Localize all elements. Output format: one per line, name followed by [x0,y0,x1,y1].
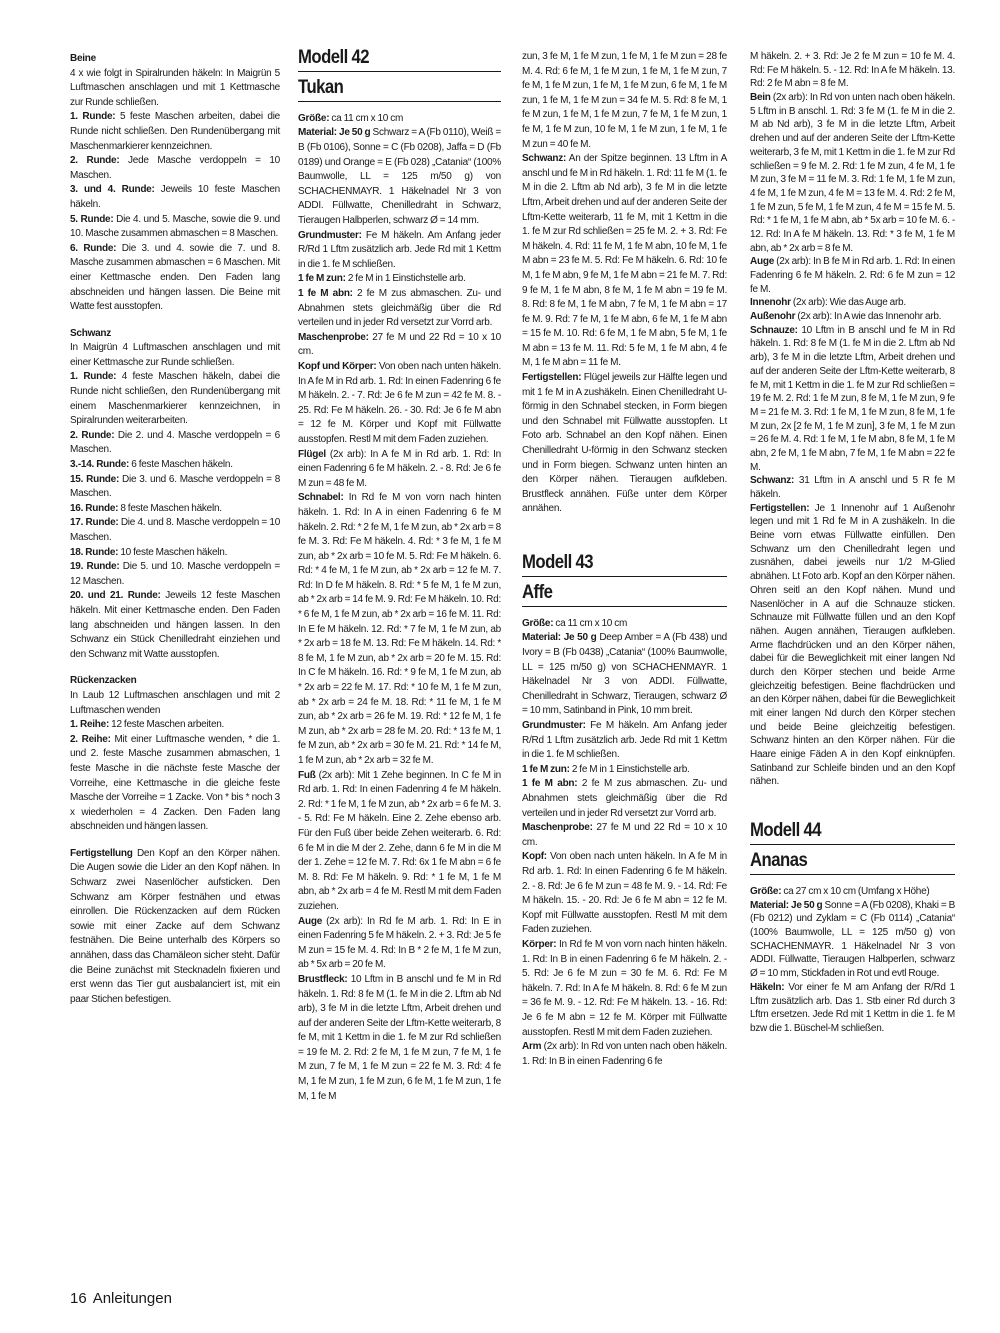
paragraph [298,126,501,228]
column-1 [70,52,280,1019]
paragraph [750,324,955,475]
page-number: 16 [70,1290,87,1307]
paragraph-text: 2 fe M zus abmaschen. Zu- und Abnahmen stets gleichmäßig über die Rd verteilen und in jeder Rd versetzt zur Vorrd arb. [522,778,727,819]
paragraph-text: Schwarz = A (Fb 0110), Weiß = B (Fb 0106), Sonne = C (Fb 0208), Jaffa = D (Fb 0189) und Orange = E (Fb 028) „Catania“ (100% Baumwolle, LL = 125 m/50 g) von SCHACHENMAYR. 1 Häkelnadel Nr 3 von ADDI. Füllwatte, Chenilledraht in Schwarz, Tieraugen Halbperlen, schwarz Ø = 14 mm. [298,127,501,227]
model-name: Tukan [298,76,344,98]
label: Außenohr [750,311,796,323]
label: Fertigstellen: [522,372,582,384]
label: Material: Je 50 g [750,899,823,911]
label: Schwanz: [750,475,795,487]
paragraph [70,183,280,212]
label: Auge [298,915,322,927]
model-number: Modell 42 [298,47,370,68]
round-label: 17. Runde: [70,517,119,529]
paragraph [70,718,280,733]
paragraph [750,885,955,899]
paragraph-text: ca 11 cm x 10 cm [329,112,404,124]
paragraph [522,938,727,1040]
paragraph-text: 5 feste Maschen arbeiten, dabei die Runde nicht schließen. Den Rundenübergang mit Maschenmarkierer kennzeichnen. [70,111,280,152]
paragraph-text: ca 11 cm x 10 cm [553,617,628,629]
paragraph-text: (2x arb): In A wie das Innenohr arb. [795,311,942,323]
paragraph [70,52,280,110]
paragraph-text: Flügel jeweils zur Hälfte legen und mit 1 fe M in A zushäkeln. Einen Chenilledraht U-förmig in den Schnabel stecken, in Form biegen und den Schnabel mit Füllwatte ausstopfen. Lt Foto arb. Schnabel an den Kopf nähen. Einen Chenilledraht U-förmig in den Schwanz stecken und in Form biegen. Schwanz unten hinten an den Körper nähen. Tieraugen aufkleben. Brustfleck annähen. Füße unter dem Körper annähen. [522,372,727,515]
paragraph-text: (2x arb): In Rd fe M arb. 1. Rd: In E in einen Fadenring 5 fe M häkeln. 2. + 3. Rd: Je 5 fe M zun = 15 fe M. 4. Rd: In B * 2 fe M, 1 fe M zun, ab * 5x arb = 20 fe M. [298,915,501,971]
paragraph [522,617,727,632]
paragraph-text: Die 2. und 4. Masche verdoppeln = 6 Maschen. [70,429,280,456]
round-label: 1. Runde: [70,371,117,383]
label: Maschenprobe: [522,822,593,834]
paragraph-text: 6 feste Maschen häkeln. [129,459,233,471]
paragraph-text: 27 fe M und 22 Rd = 10 x 10 cm. [298,331,501,358]
paragraph [298,112,501,127]
section-name: Anleitungen [92,1290,172,1307]
column-2 [298,46,501,1104]
paragraph [522,821,727,850]
paragraph-text: 8 feste Maschen häkeln. [118,502,222,514]
paragraph [750,50,955,91]
paragraph [522,763,727,778]
section-label: Rückenzacken [70,675,137,687]
paragraph [522,850,727,938]
paragraph-text: 10 Lftm in B anschl und fe M in Rd häkeln. 1. Rd: 8 fe M (1. fe M in die 2. Lftm ab Nd arb), 3 fe M in die letzte Lftm, Arbeit drehen und auf der anderen Seite der Lftm-Kette weiterarb, 8 fe M, mit 1 Kettm in die 1. fe M zur Rd schließen = 19 fe M. 2. Rd: 1 fe M zun, 8 fe M, 1 fe M zun, 9 fe M = 21 fe M. 3. Rd: 1 fe M, 1 fe M zun, 8 fe M, 1 fe M zun, 2x [2 fe M, 1 fe M zun], 3 fe M, 1 fe M zun = 26 fe M. 4. Rd: 1 fe M, 1 fe M abn, 8 fe M, 1 fe M abn, 2 fe M, 1 fe M abn, 7 fe M, 1 fe M abn = 22 fe M. [750,324,955,473]
model-heading-42 [298,46,501,102]
paragraph-text: 10 Lftm in B anschl und fe M in Rd häkeln. 1. Rd: 8 fe M (1. fe M in die 2. Lftm ab Nd arb), 3 fe M in die letzte Lftm, Arbeit drehen und auf der anderen Seite der Lftm-Kette weiterarb, 8 fe M, mit 1 Kettm in die 1. fe M zur Rd schließen = 19 fe M. 2. Rd: 2 fe M, 1 fe M zun, 7 fe M, 1 fe M zun, 7 fe M, 1 fe M zun = 22 fe M. 3. Rd: 4 fe M, 1 fe M zun, 1 fe M zun, 6 fe M, 1 fe M zun, 1 fe M, 1 fe M [298,973,501,1102]
paragraph-text: Jede Masche verdoppeln = 10 Maschen. [70,155,280,181]
paragraph-text: In Rd fe M von vorn nach hinten häkeln. 1. Rd: In A in einen Fadenring 6 fe M häkeln. 2. Rd: * 2 fe M, 1 fe M zun, ab * 2x arb = 8 fe M. 3. Rd: Fe M häkeln. 4. Rd: * 3 fe M, 1 fe M zun, ab * 2x arb = 10 fe M. 5. Rd: Fe M häkeln. 6. Rd: * 4 fe M, 1 fe M zun, ab * 2x arb = 12 fe M. 7. Rd: In D fe M häkeln. 8. Rd: * 5 fe M, 1 fe M zun, ab * 2x arb = 14 fe M. 9. Rd: Fe M häkeln. 10. Rd: * 6 fe M, 1 fe M zun, ab * 2x arb = 16 fe M. 11. Rd: In E fe M häkeln. 12. Rd: * 7 fe M, 1 fe M zun, ab * 2x arb = 18 fe M. 13. Rd: Fe M häkeln. 14. Rd: * 8 fe M, 1 fe M zun, ab * 2x arb = 20 fe M. 15. Rd: In C fe M häkeln. 16. Rd: * 9 fe M, 1 fe M zun, ab * 2x arb = 22 fe M. 17. Rd: * 10 fe M, 1 fe M zun, ab * 2x arb = 24 fe M. 18. Rd: * 11 fe M, 1 fe M zun, ab * 2x arb = 26 fe M. 19. Rd: * 12 fe M, 1 fe M zun, ab * 2x arb = 28 fe M. 20. Rd: * 13 fe M, 1 fe M zun, ab * 2x arb = 30 fe M. 21. Rd: * 14 fe M, 1 fe M zun, ab * 2x arb = 32 fe M. [298,492,501,766]
column-4 [750,50,955,1036]
paragraph [298,769,501,915]
label: Kopf: [522,851,547,863]
paragraph-text: Die 3. und 6. Masche verdoppeln = 8 Maschen. [70,473,281,500]
paragraph [522,719,727,763]
paragraph [750,310,955,324]
label: Kopf und Körper: [298,360,377,372]
label: 1 fe M abn: [522,778,578,790]
section-label: Beine [70,53,96,64]
paragraph-text: (2x arb): Wie das Auge arb. [790,297,906,309]
label: Material: Je 50 g [298,127,371,139]
paragraph-text: Sonne = A (Fb 0208), Khaki = B (Fb 0212) und Zyklam = C (Fb 0114) „Catania“ (100% Baumwolle, LL = 125 m/50 g) von SCHACHENMAYR. 1 Häkelnadel Nr 3 von ADDI. Füllwatte, Tieraugen Halbperlen, schwarz Ø = 10 mm, Stickfaden in Rot und evtl Rouge. [750,899,955,980]
paragraph-text: Jeweils 10 feste Maschen häkeln. [70,184,280,210]
paragraph-text: Die 5. und 10. Masche verdoppeln = 12 Maschen. [70,561,280,587]
paragraph [70,458,280,473]
paragraph [70,242,280,315]
paragraph-text: Jeweils 12 feste Maschen häkeln. Mit einer Kettmasche enden. Den Faden lang abschneiden und hängen lassen. In den Schwanz ein Stück Chenilledraht einziehen und den Schwanz mit Watte ausstopfen. [70,590,281,660]
paragraph-text: In Rd fe M von vorn nach hinten häkeln. 1. Rd: In B in einen Fadenring 6 fe M häkeln. 2. - 5. Rd: Je 6 fe M zun = 30 fe M. 6. Rd: Fe M häkeln. 7. Rd: In A fe M häkeln. 8. Rd: 6 fe M zun = 36 fe M. 9. - 12. Rd: Fe M häkeln. 13. - 16. Rd: Je 6 fe M abn = 12 fe M. Körper mit Füllwatte ausstopfen. Restl M mit dem Faden zuziehen. [522,938,727,1038]
round-label: 15. Runde: [70,473,120,485]
label: Schnauze: [750,324,798,336]
paragraph-text: 12 feste Maschen arbeiten. [109,719,225,731]
paragraph-text: (2x arb): In Rd von unten nach oben häkeln. 5 Lftm in B anschl. 1. Rd: 3 fe M (1. fe M in die 2. M ab Nd arb), 3 fe M in die letzte Lftm, Arbeit drehen und auf der anderen Seite der Lftm-Kette weiterarb, 3 fe M, mit 1 Kettm in die 1. fe M zur Rd schließen = 9 fe M. 2. Rd: 1 fe M zun, 4 fe M, 1 fe M zun, 3 fe M = 11 fe M. 3. Rd: 1 fe M, 1 fe M zun, 4 fe M, 1 fe M zun, 4 fe M = 13 fe M. 4. Rd: 2 fe M, 1 fe M zun, 5 fe M, 1 fe M zun, 4 fe M = 15 fe M. 5. Rd: * 1 fe M, 1 fe M abn, ab * 5x arb = 10 fe M. 6. - 12. Rd: In A fe M häkeln. 13. Rd: * 3 fe M, 1 fe M abn, ab * 2x arb = 8 fe M. [750,92,955,254]
paragraph-text: 10 feste Maschen häkeln. [118,546,228,558]
paragraph [70,370,280,428]
round-label: 1. Runde: [70,111,116,123]
paragraph [522,50,727,152]
model-name: Affe [522,581,553,603]
paragraph [750,899,955,981]
label: Grundmuster: [522,720,586,732]
paragraph [750,255,955,296]
paragraph [70,516,280,545]
row-label: 1. Reihe: [70,719,110,731]
label: Material: Je 50 g [522,632,597,644]
paragraph [70,154,280,183]
paragraph [70,502,280,517]
paragraph-text: (2x arb): In B fe M in Rd arb. 1. Rd: In einen Fadenring 6 fe M häkeln. 2. Rd: 6 fe M zun = 12 fe M. [750,256,955,295]
paragraph [522,777,727,821]
label: Grundmuster: [298,229,362,241]
paragraph [70,546,280,561]
paragraph [298,229,501,273]
paragraph-text: 4 feste Maschen häkeln, dabei die Runde nicht schließen, den Rundenübergang mit einem Maschenmarkierer kennzeichnen, in Spiralrunden weiterarbeiten. [70,371,280,427]
paragraph [298,491,501,768]
label: Flügel [298,448,326,460]
label: 1 fe M abn: [298,288,353,299]
paragraph-text: Die 4. und 5. Masche, sowie die 9. und 10. Masche zusammen abmaschen = 8 Maschen. [70,213,280,240]
label: 1 fe M zun: [522,763,570,775]
model-number: Modell 44 [750,820,822,842]
paragraph [750,981,955,1036]
paragraph [522,631,727,719]
round-label: 3.-14. Runde: [70,459,130,471]
model-heading-43 [522,551,727,607]
round-label: 2. Runde: [70,429,115,441]
paragraph [70,733,280,835]
paragraph-text: (2x arb): Mit 1 Zehe beginnen. In C fe M in Rd arb. 1. Rd: In einen Fadenring 4 fe M häkeln. 2. Rd: * 1 fe M, 1 fe M zun, ab * 2x arb = 6 fe M. 3. - 5. Rd: Fe M häkeln. Eine 2. Zehe ebenso arb. Für den Fuß über beide Zehen weiterarb. 6. Rd: 6 fe M in die M der 2. Zehe, dann 6 fe M in die M der 1. Zehe = 12 fe M. 7. Rd: 6x 1 fe M abn = 6 fe M. 8. Rd: Fe M häkeln. 9. Rd: * 1 fe M, 1 fe M abn, ab * 2x arb = 4 fe M. Restl M mit dem Faden zuziehen. [298,769,501,912]
round-label: 3. und 4. Runde: [70,184,155,196]
paragraph-text: An der Spitze beginnen. 13 Lftm in A anschl und fe M in Rd häkeln. 1. Rd: 11 fe M (1. fe M in die 2. Lftm ab Nd arb), 3 fe M in die letzte Lftm, Arbeit drehen und auf der anderen Seite der Lftm-Kette weiterarb, 11 fe M, mit 1 Kettm in die 1. fe M zur Rd schließen = 25 fe M. 2. + 3. Rd: Fe M häkeln. 4. Rd: 11 fe M, 1 fe M abn, 10 fe M, 1 fe M abn = 23 fe M. 5. Rd: Fe M häkeln. 6. Rd: 10 fe M, 1 fe M abn, 9 fe M, 1 fe M abn = 21 fe M. 7. Rd: 9 fe M, 1 fe M abn, 8 fe M, 1 fe M abn = 19 fe M. 8. Rd: 8 fe M, 1 fe M abn, 7 fe M, 1 fe M abn = 17 fe M. 9. Rd: 7 fe M, 1 fe M abn, 6 fe M, 1 fe M abn = 15 fe M. 10. Rd: 6 fe M, 1 fe M abn, 5 fe M, 1 fe M abn = 13 fe M. 11. Rd: 5 fe M, 1 fe M abn, 4 fe M, 1 fe M abn = 11 fe M. [522,153,727,369]
round-label: 5. Runde: [70,213,114,225]
label: Schnabel: [298,492,344,504]
paragraph [70,110,280,154]
column-3 [522,50,727,1069]
paragraph-text: 31 Lftm in A anschl und 5 R fe M häkeln. [750,475,955,500]
paragraph [70,674,280,718]
label: Körper: [522,938,557,950]
paragraph [298,272,501,287]
round-label: 2. Runde: [70,155,120,167]
paragraph-text: 2 fe M zus abmaschen. Zu- und Abnahmen stets gleichmäßig über die Rd verteilen und in jeder Rd versetzt zur Vorrd arb. [298,288,501,329]
label: Fuß [298,769,316,781]
paragraph [298,448,501,492]
label: Auge [750,256,774,268]
paragraph [298,287,501,331]
paragraph [70,847,280,1008]
label: 1 fe M zun: [298,273,346,285]
paragraph [70,560,280,589]
paragraph-text: Die 4. und 8. Masche verdoppeln = 10 Maschen. [70,517,281,543]
label: Größe: [298,112,330,124]
paragraph-text: 2 fe M in 1 Einstichstelle arb. [569,763,690,775]
paragraph-text: Fe M häkeln. Am Anfang jeder R/Rd 1 Lftm zusätzlich arb. Jede Rd mit 1 Kettm in die 1. fe M schließen. [298,229,501,270]
label: Arm [522,1041,542,1053]
round-label: 6. Runde: [70,242,117,254]
label: Innenohr [750,297,791,309]
label: Brustfleck: [298,973,348,985]
paragraph [750,474,955,501]
paragraph-text: Den Kopf an den Körper nähen. Die Augen sowie die Lider an den Kopf nähen. In Schwarz zwei Nasenlöcher aufsticken. Den Schwanz am Körper festnähen und etwas einrollen. Die Rückenzacken auf dem Rücken sowie mit einer Zacke auf dem Schwanz festnähen. Die Beine unterhalb des Körpers so annähen, dass das Chamäleon sicher steht. Dafür die Beine zunächst mit Stecknadeln fixieren und erst wenn das Tier gut ausbalanciert ist, mit ein paar Stichen befestigen. [70,847,280,1005]
model-name: Ananas [750,850,808,872]
paragraph [298,360,501,448]
model-heading-44 [750,819,955,875]
paragraph-text: Vor einer fe M am Anfang der R/Rd 1 Lftm zusätzlich arb. Das 1. Stb einer Rd durch 3 Lftm ersetzen. Jede Rd mit 1 Kettm in die 1. fe M bzw die 1. Büschel-M schließen. [750,981,955,1034]
paragraph-text: 4 x wie folgt in Spiralrunden häkeln: In Maigrün 5 Luftmaschen anschlagen und mit 1 Kettmasche zur Runde schließen. [70,67,280,108]
paragraph [298,973,501,1104]
label: Schwanz: [522,153,567,165]
paragraph [298,331,501,360]
paragraph-text: (2x arb): In A fe M in Rd arb. 1. Rd: In einen Fadenring 6 fe M häkeln. 2. - 8. Rd: Je 6 fe M zun = 48 fe M. [298,448,501,489]
page-footer [70,1290,172,1307]
paragraph [750,502,955,789]
label: Maschenprobe: [298,331,369,343]
paragraph [70,327,280,371]
paragraph [70,429,280,458]
round-label: 20. und 21. Runde: [70,590,161,602]
section-label: Fertigstellung [70,847,133,859]
paragraph-text: zun, 3 fe M, 1 fe M zun, 1 fe M, 1 fe M zun = 28 fe M. 4. Rd: 6 fe M, 1 fe M zun, 1 fe M, 1 fe M zun, 7 fe M, 1 fe M zun, 1 fe M, 1 fe M zun, 6 fe M, 1 fe M zun, 1 fe M, 1 fe M zun = 34 fe M. 5. Rd: 8 fe M, 1 fe M zun, 1 fe M, 1 fe M zun, 7 fe M, 1 fe M zun, 1 fe M, 1 fe M zun, 10 fe M, 1 fe M zun, 1 fe M, 1 fe M zun = 40 fe M. [522,51,727,150]
round-label: 18. Runde: [70,546,119,558]
paragraph-text: (2x arb): In Rd von unten nach oben häkeln. 1. Rd: In B in einen Fadenring 6 fe [522,1041,727,1067]
label: Größe: [522,617,554,629]
round-label: 19. Runde: [70,561,120,573]
paragraph-text: Mit einer Luftmasche wenden, * die 1. und 2. feste Masche zusammen abmaschen, 1 feste Masche in die nächste feste Masche der Vorreihe, eine Kettmasche in die gleiche feste Masche der Vorreihe = 1 Zacke. Von * bis * noch 3 x wiederholen = 4 Zacken. Den Faden lang abschneiden und hängen lassen. [70,733,281,833]
paragraph-text: Je 1 Innenohr auf 1 Außenohr legen und mit 1 Rd fe M in A zushäkeln. In die Beine vorn etwas Füllwatte einfüllen. Den Schwanz um den Chenilledraht legen und zusnähen, dabei jeweils nur 1/2 M-Glied abnähen. Lt Foto arb. Kopf an den Körper nähen. Ohren seitl an den Kopf nähen. Mund und Nasenlöcher in A auf die Schnauze sticken. Schnauze mit Füllwatte füllen und an den Kopf nähen. Augen annähen, Tieraugen aufkleben. Arme flachdrücken und an den Körper nähen, dabei für die Beweglichkeit mit einer langen Nd durch den Körper stechen und beide Arme gleichzeitig befestigen. Beine flachdrücken und an den Körper nähen, dabei für die Beweglichkeit mit einer langen Nd durch den Körper stechen und beide Beine gleichzeitig befestigen. Schwanz hinten an den Körper nähen. Für die Haare einige Fäden A in den Kopf einknüpfen. Satinband zur Schleife binden und an den Kopf nähen. [750,502,955,788]
label: Fertigstellen: [750,502,810,514]
paragraph [750,91,955,255]
paragraph-text: 27 fe M und 22 Rd = 10 x 10 cm. [522,822,727,848]
paragraph [70,589,280,662]
paragraph [522,1040,727,1069]
paragraph-text: ca 27 cm x 10 cm (Umfang x Höhe) [781,886,930,897]
row-label: 2. Reihe: [70,733,111,745]
paragraph [522,152,727,371]
paragraph [70,473,280,502]
paragraph-text: Deep Amber = A (Fb 438) und Ivory = B (Fb 0438) „Catania“ (100% Baumwolle, LL = 125 m/50 g) von SCHACHENMAYR. 1 Häkelnadel Nr 3 von ADDI. Füllwatte, Chenilledraht in Schwarz, Tieraugen, schwarz Ø = 10 mm, Satinband in Pink, 10 mm breit. [522,632,727,717]
label: Häkeln: [750,981,785,993]
paragraph-text: In Maigrün 4 Luftmaschen anschlagen und mit einer Kettmasche zur Runde schließen. [70,342,280,368]
paragraph-text: Fe M häkeln. Am Anfang jeder R/Rd 1 Lftm zusätzlich arb. Jede Rd mit 1 Kettm in die 1. fe M schließen. [522,720,727,761]
label: Bein [750,92,771,104]
paragraph-text: M häkeln. 2. + 3. Rd: Je 2 fe M zun = 10 fe M. 4. Rd: Fe M häkeln. 5. - 12. Rd: In A fe M häkeln. 13. Rd: 2 fe M abn = 8 fe M. [750,51,955,90]
paragraph [298,915,501,973]
paragraph [70,213,280,242]
paragraph-text: In Laub 12 Luftmaschen anschlagen und mit 2 Luftmaschen wenden [70,689,280,716]
paragraph-text: Von oben nach unten häkeln. In A fe M in Rd arb. 1. Rd: In einen Fadenring 6 fe M häkeln. 2. - 7. Rd: Je 6 fe M zun = 42 fe M. 8. - 25. Rd: Fe M häkeln. 26. - 30. Rd: Je 6 fe M abn = 12 fe M. Körper und Kopf mit Füllwatte ausstopfen. Restl M mit dem Faden zuziehen. [298,360,501,445]
section-label: Schwanz [70,327,112,339]
model-number: Modell 43 [522,552,594,573]
paragraph-text: Die 3. und 4. sowie die 7. und 8. Masche zusammen abmaschen = 6 Maschen. Mit einer Kettmasche enden. Den Faden lang abschneiden und hängen lassen. Die Beine mit Watte fest ausstopfen. [70,242,280,313]
paragraph-text: 2 fe M in 1 Einstichstelle arb. [345,273,466,285]
round-label: 16. Runde: [70,502,119,514]
paragraph [522,371,727,517]
paragraph [750,296,955,310]
paragraph-text: Von oben nach unten häkeln. In A fe M in Rd arb. 1. Rd: In einen Fadenring 6 fe M häkeln. 2. - 8. Rd: Je 6 fe M zun = 48 fe M. 9. - 14. Rd: Fe M häkeln. 15. - 20. Rd: Je 6 fe M abn = 12 fe M. Kopf mit Füllwatte ausstopfen. Restl M mit dem Faden zuziehen. [522,851,727,936]
label: Größe: [750,886,782,897]
